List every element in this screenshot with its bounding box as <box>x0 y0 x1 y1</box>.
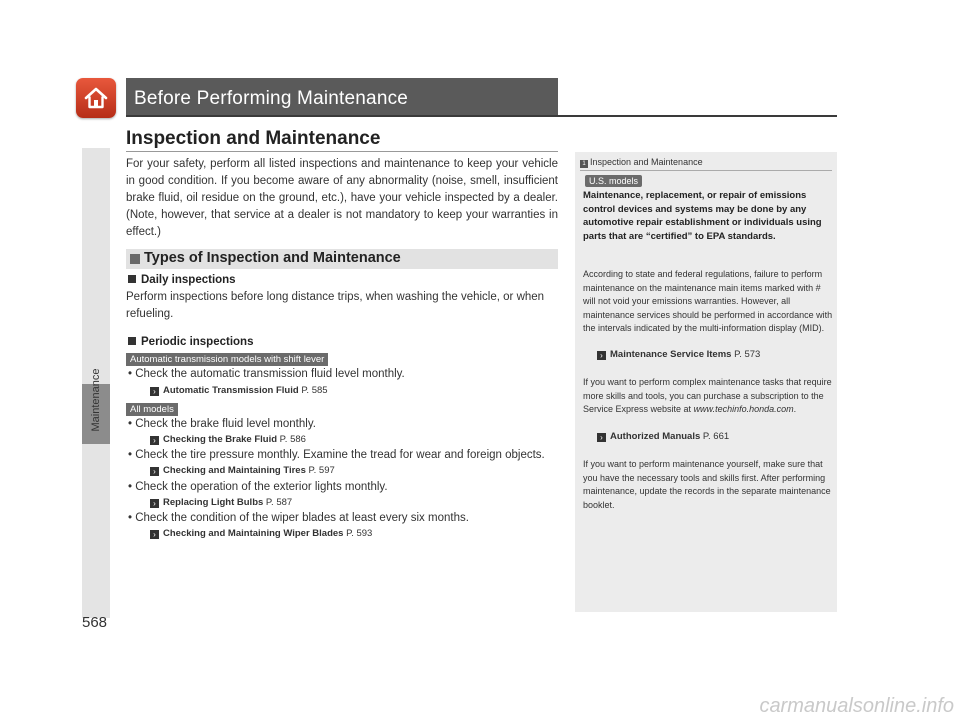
model-tag-automatic: Automatic transmission models with shift lever <box>126 353 328 366</box>
cross-reference-link[interactable]: › Automatic Transmission Fluid P. 585 <box>150 385 328 396</box>
daily-heading: Daily inspections <box>128 274 236 286</box>
home-icon <box>83 85 109 111</box>
arrow-icon: › <box>597 433 606 442</box>
section-title: Inspection and Maintenance <box>126 128 381 149</box>
watermark: carmanualsonline.info <box>759 695 954 717</box>
periodic-item: • Check the brake fluid level monthly. <box>128 418 316 430</box>
arrow-icon: › <box>597 351 606 360</box>
cross-reference-link[interactable]: › Checking and Maintaining Tires P. 597 <box>150 465 335 476</box>
sidebar-paragraph: According to state and federal regulations, failure to perform maintenance on the maintenance main items marked with # will not void your emissions warranties. However, all maintenance services should be performed in accordance with the intervals indicated by the multi-information display (MID). <box>583 269 833 333</box>
arrow-icon: › <box>150 530 159 539</box>
arrow-icon: › <box>150 499 159 508</box>
side-tab-label[interactable]: Maintenance <box>90 368 102 432</box>
page-number: 568 <box>82 614 108 631</box>
periodic-item: • Check the automatic transmission fluid level monthly. <box>128 368 405 380</box>
home-button[interactable] <box>76 78 116 118</box>
cross-reference-link[interactable]: › Checking the Brake Fluid P. 586 <box>150 434 306 445</box>
cross-reference-link[interactable]: › Replacing Light Bulbs P. 587 <box>150 497 292 508</box>
types-subheading-text: Types of Inspection and Maintenance <box>144 250 401 266</box>
arrow-icon: › <box>150 387 159 396</box>
cross-reference-link[interactable]: › Authorized Manuals P. 661 <box>597 431 729 442</box>
square-bullet-icon <box>128 275 136 283</box>
intro-paragraph: For your safety, perform all listed inspections and maintenance to keep your vehicle in good condition. If you become aware of any abnormality (noise, smell, insufficient brake fluid, oil residue on the ground, etc.), have your vehicle inspected by a dealer. (Note, however, that service at a dealer is not mandatory to keep your warranties in effect.) <box>126 158 558 238</box>
sidebar-heading: 1 Inspection and Maintenance <box>580 157 703 168</box>
sidebar-paragraph: If you want to perform maintenance yourself, make sure that you have the necessary tools and skills first. After performing maintenance, update the records in the separate maintenance booklet. <box>583 459 831 510</box>
arrow-icon: › <box>150 436 159 445</box>
header-bar <box>126 78 558 116</box>
section-rule <box>126 151 558 152</box>
note-icon: 1 <box>580 160 588 168</box>
header-rule <box>126 115 837 117</box>
sidebar-paragraph: If you want to perform complex maintenance tasks that require more skills and tools, you can purchase a subscription to the Service Express website at www.techinfo.honda.com. <box>583 377 832 414</box>
periodic-item: • Check the tire pressure monthly. Examine the tread for wear and foreign objects. <box>128 449 545 461</box>
periodic-item: • Check the condition of the wiper blades at least every six months. <box>128 512 469 524</box>
page-header-title: Before Performing Maintenance <box>134 88 409 109</box>
model-tag-all: All models <box>126 403 178 416</box>
arrow-icon: › <box>150 467 159 476</box>
subheading-marker <box>130 254 140 264</box>
sidebar-rule <box>580 170 832 171</box>
cross-reference-link[interactable]: › Maintenance Service Items P. 573 <box>597 349 760 360</box>
types-subheading <box>126 249 558 269</box>
daily-text: Perform inspections before long distance trips, when washing the vehicle, or when refueling. <box>126 291 545 320</box>
square-bullet-icon <box>128 337 136 345</box>
periodic-heading: Periodic inspections <box>128 336 253 348</box>
website-link[interactable]: www.techinfo.honda.com <box>693 404 794 414</box>
sidebar-note <box>575 152 837 612</box>
periodic-item: • Check the operation of the exterior lights monthly. <box>128 481 388 493</box>
sidebar-emissions-notice: Maintenance, replacement, or repair of emissions control devices and systems may be done by any automotive repair establishment or individuals using parts that are “certified” to EPA standards. <box>583 190 822 242</box>
model-tag-us: U.S. models <box>585 175 642 187</box>
cross-reference-link[interactable]: › Checking and Maintaining Wiper Blades P. 593 <box>150 528 372 539</box>
